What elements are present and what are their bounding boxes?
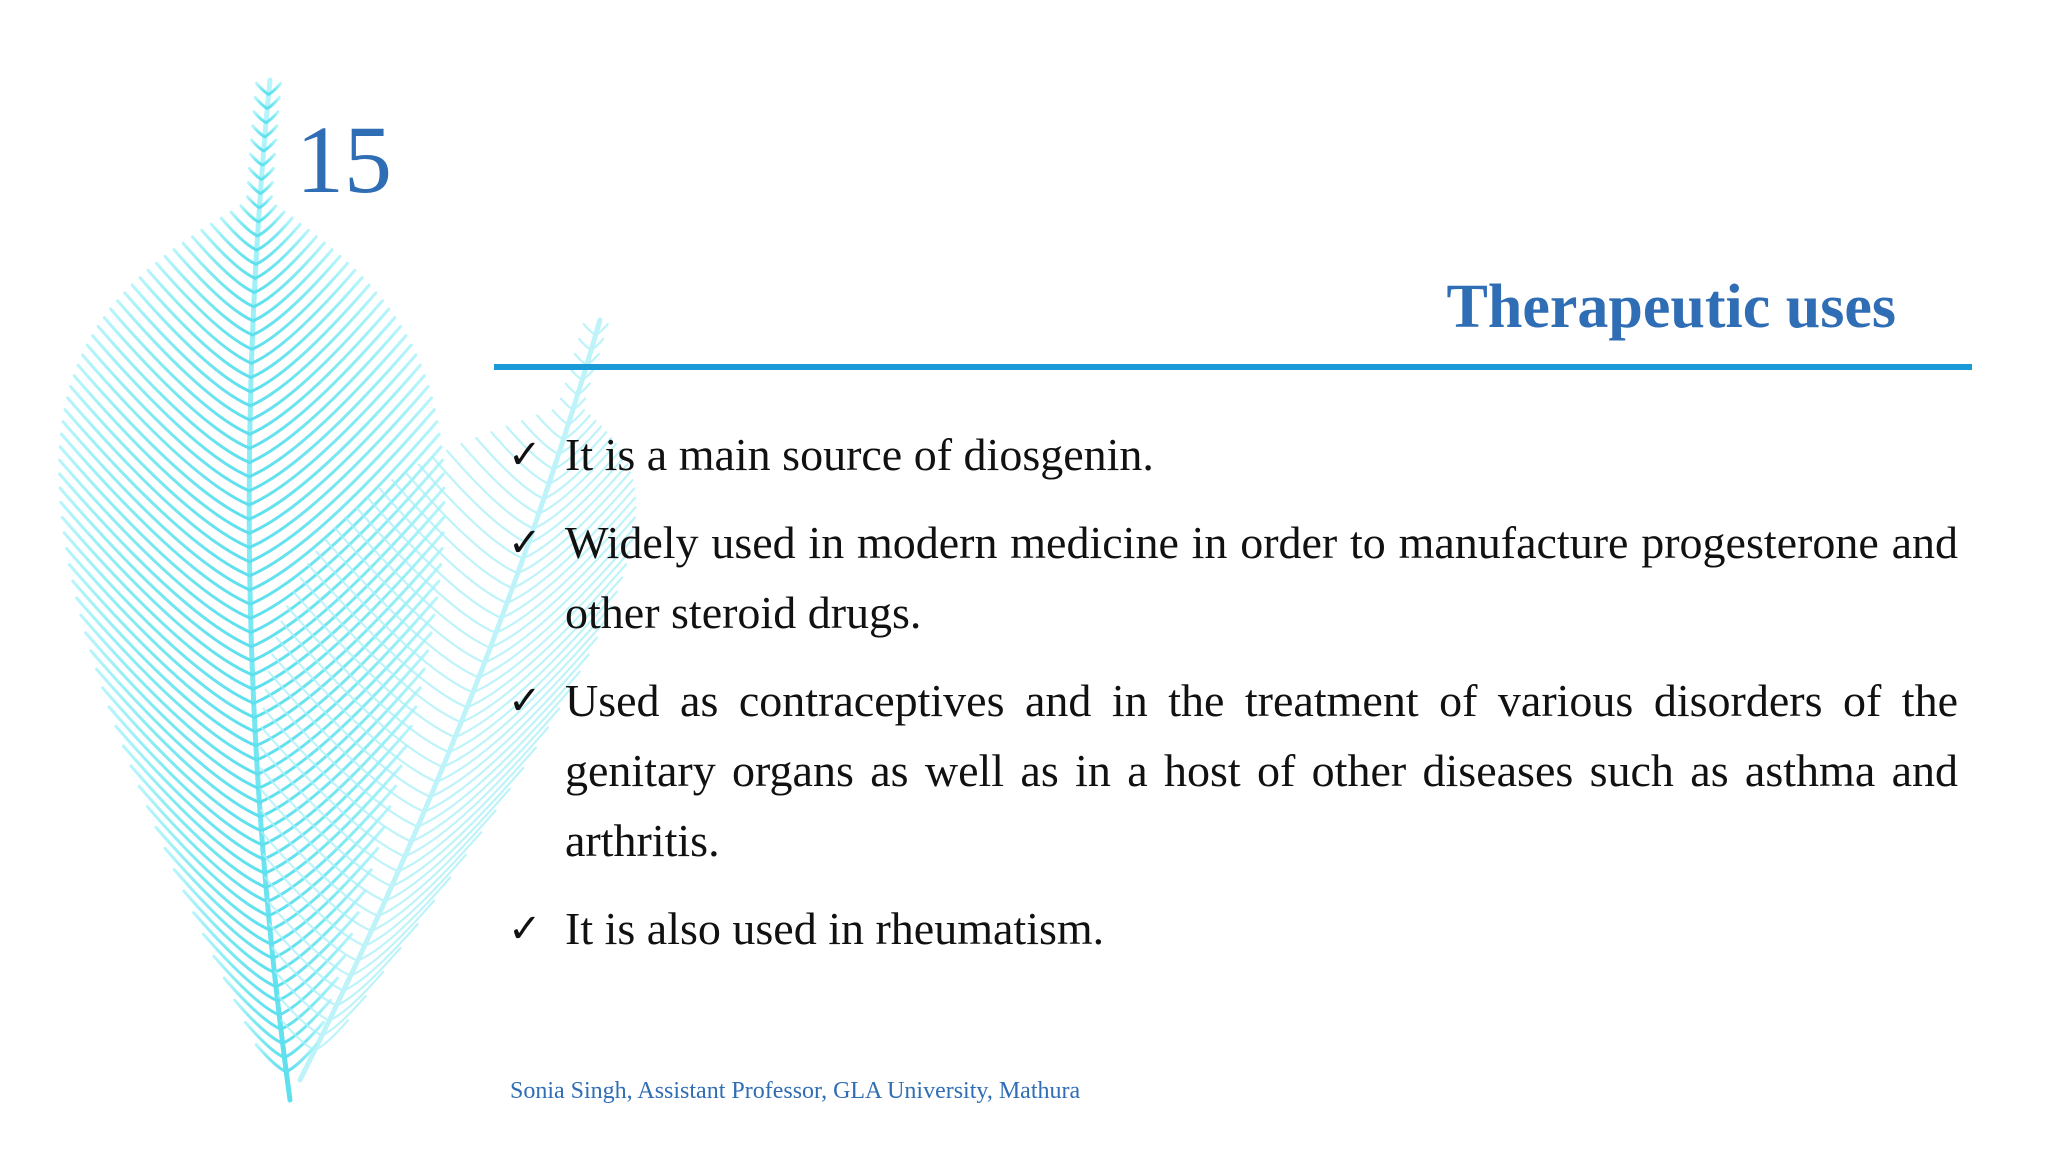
bullet-text: Widely used in modern medicine in order to manufacture progesterone and other steroid drugs.: [565, 517, 1958, 638]
bullet-item: [508, 508, 1958, 648]
slide-title: Therapeutic uses: [1446, 273, 1896, 341]
title-divider: [494, 364, 1972, 370]
check-icon: ✓: [508, 432, 542, 478]
bullet-text: It is also used in rheumatism.: [565, 903, 1105, 954]
check-icon: ✓: [508, 678, 542, 724]
bullet-text: Used as contraceptives and in the treatment of various disorders of the genitary organs as well as in a host of other diseases such as asthma and arthritis.: [565, 675, 1958, 866]
check-icon: ✓: [508, 906, 542, 952]
bullet-item: [508, 894, 1958, 964]
bullet-text: It is a main source of diosgenin.: [565, 429, 1154, 480]
bullet-item: [508, 420, 1958, 490]
check-icon: ✓: [508, 520, 542, 566]
footer-credit: Sonia Singh, Assistant Professor, GLA University, Mathura: [510, 1078, 1081, 1104]
slide-number: 15: [296, 106, 392, 213]
bullet-item: [508, 666, 1958, 876]
bullet-list: [508, 420, 1958, 982]
